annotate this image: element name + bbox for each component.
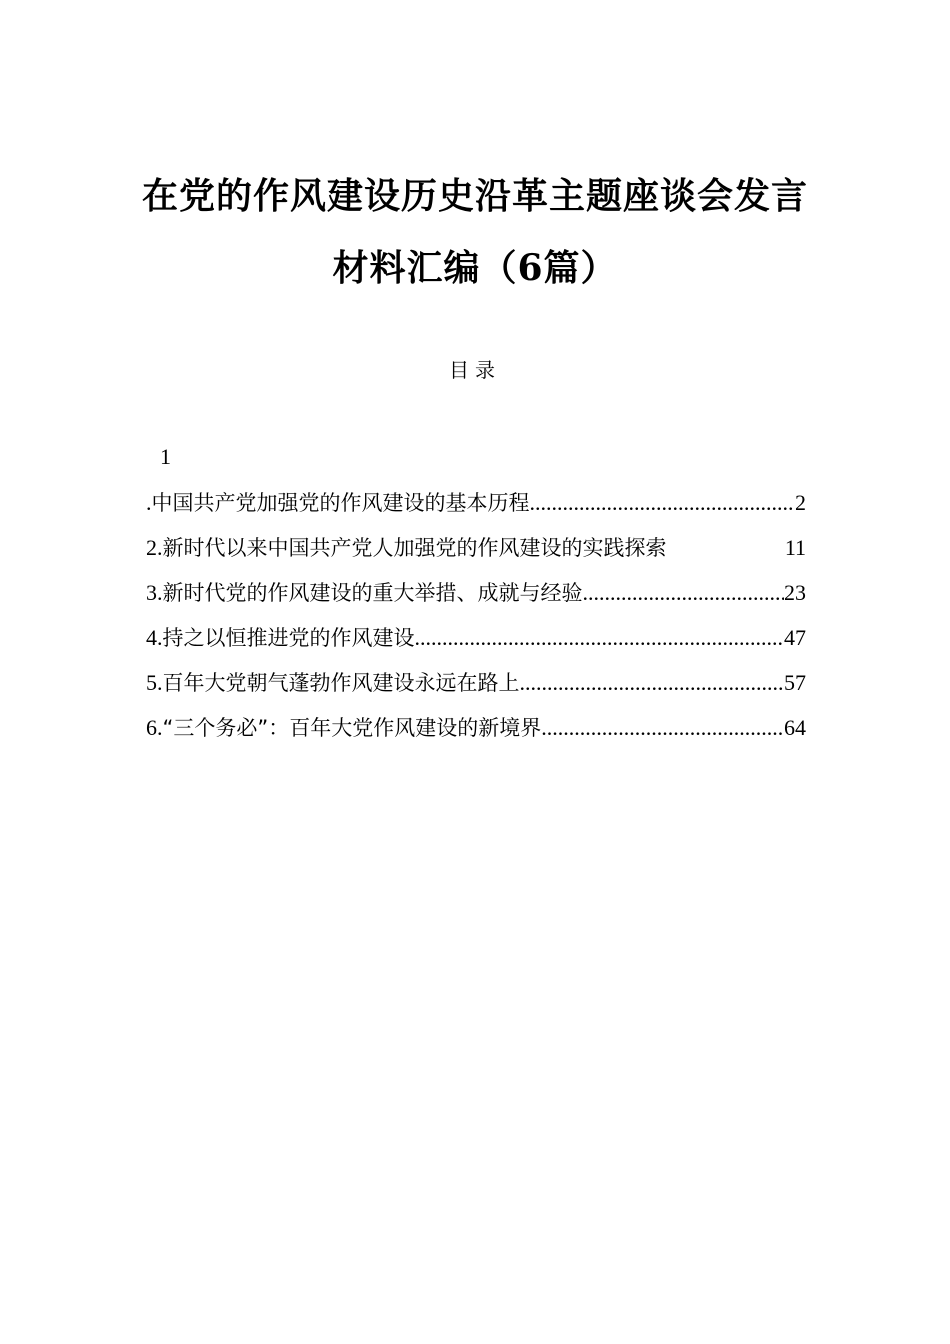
toc-entry-page: 57 (784, 670, 806, 695)
toc-dot-leader (520, 664, 785, 702)
toc-entry-page: 47 (784, 625, 806, 650)
toc-heading: 目录 (449, 358, 501, 382)
toc-entry-title: “三个务必”：百年大党作风建设的新境界 (162, 716, 542, 740)
toc-entry[interactable] (146, 529, 806, 574)
toc-entry-title: 持之以恒推进党的作风建设 (162, 626, 415, 650)
toc-dot-leader (530, 484, 796, 522)
toc-entry-title: 新时代党的作风建设的重大举措、成就与经验 (162, 581, 583, 605)
table-of-contents (146, 484, 806, 754)
toc-dot-leader (541, 709, 784, 747)
toc-entry-page: 2 (795, 490, 806, 515)
toc-entry-number: 5. (146, 670, 163, 695)
toc-entry[interactable] (146, 619, 806, 664)
toc-entry-number: 3. (146, 580, 163, 605)
toc-entry-page: 11 (784, 535, 806, 560)
toc-entry-number: 4. (146, 625, 163, 650)
toc-entry-number: 2. (146, 535, 163, 560)
toc-entry-number: 6. (146, 715, 163, 740)
toc-entry[interactable] (146, 664, 806, 709)
toc-entry-page: 64 (784, 715, 806, 740)
toc-dot-leader (667, 529, 785, 567)
toc-entry[interactable] (146, 574, 806, 619)
toc-entry-1-number-wrapped: 1 (160, 444, 171, 469)
document-title-line-2: 材料汇编（6篇） (332, 247, 618, 289)
toc-entry-page: 23 (784, 580, 806, 605)
toc-dot-leader (583, 574, 785, 612)
toc-entry[interactable] (146, 709, 806, 754)
toc-entry-title: 中国共产党加强党的作风建设的基本历程 (151, 491, 530, 515)
toc-entry[interactable] (146, 484, 806, 529)
toc-entry-title: 新时代以来中国共产党人加强党的作风建设的实践探索 (162, 536, 667, 560)
toc-dot-leader (415, 619, 785, 657)
document-title-line-1: 在党的作风建设历史沿革主题座谈会发言 (141, 175, 808, 217)
toc-entry-title: 百年大党朝气蓬勃作风建设永远在路上 (162, 671, 520, 695)
toc-entry-number: . (146, 490, 152, 515)
